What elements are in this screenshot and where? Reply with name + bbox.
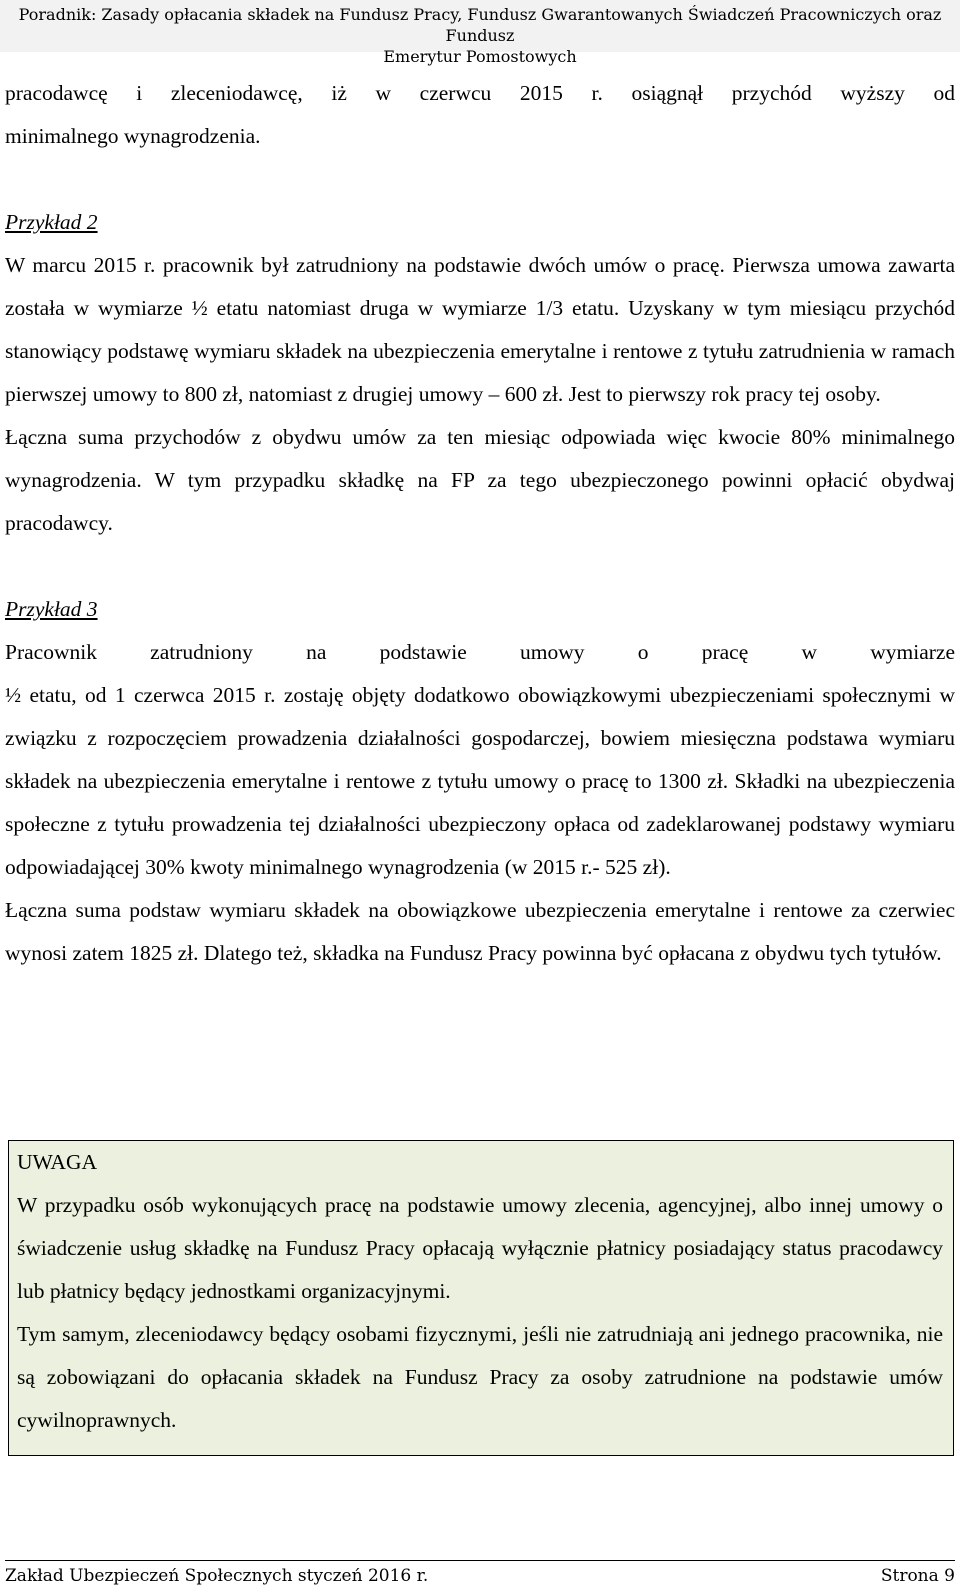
example-2-title: Przykład 2 (5, 210, 98, 234)
notice-title: UWAGA (17, 1150, 98, 1174)
example-2-paragraph-2: Łączna suma przychodów z obydwu umów za ten miesiąc odpowiada więc kwocie 80% minimalnego wynagrodzenia. W tym przypadku składkę na FP za tego ubezpieczonego powinni opłacić obydwaj pracodawcy. (5, 425, 955, 535)
notice-box (8, 1140, 954, 1456)
header-title-line1: Poradnik: Zasady opłacania składek na Fundusz Pracy, Fundusz Gwarantowanych Świadczeń Pracowniczych oraz Fundusz (18, 5, 942, 45)
page-number: Strona 9 (880, 1566, 955, 1586)
example-3-title: Przykład 3 (5, 597, 98, 621)
example-3-paragraph-1-line-1: Pracownik zatrudniony na podstawie umowy o pracę w wymiarze (5, 640, 955, 664)
example-3-paragraph-2: Łączna suma podstaw wymiaru składek na obowiązkowe ubezpieczenia emerytalne i rentowe za czerwiec wynosi zatem 1825 zł. Dlatego też, składka na Fundusz Pracy powinna być opłacana z obydwu tych tytułów. (5, 898, 955, 965)
footer-publisher: Zakład Ubezpieczeń Społecznych styczeń 2016 r. (5, 1566, 429, 1586)
document-body (5, 72, 955, 975)
page-header (0, 0, 960, 66)
continuation-line-2: minimalnego wynagrodzenia. (5, 124, 261, 148)
notice-paragraph-1: W przypadku osób wykonujących pracę na podstawie umowy zlecenia, agencyjnej, albo innej umowy o świadczenie usług składkę na Fundusz Pracy opłacają wyłącznie płatnicy posiadający status pracodawcy lub płatnicy będący jednostkami organizacyjnymi. (17, 1193, 943, 1303)
example-3-paragraph-1-rest: ½ etatu, od 1 czerwca 2015 r. zostaję objęty dodatkowo obowiązkowymi ubezpieczeniami społecznymi w związku z rozpoczęciem prowadzenia działalności gospodarczej, bowiem miesięczna podstawa wymiaru składek na ubezpieczenia emerytalne i rentowe z tytułu umowy o pracę to 1300 zł. Składki na ubezpieczenia społeczne z tytułu prowadzenia tej działalności ubezpieczony opłaca od zadeklarowanej podstawy wymiaru odpowiadającej 30% kwoty minimalnego wynagrodzenia (w 2015 r.- 525 zł). (5, 683, 955, 879)
example-2-paragraph-1: W marcu 2015 r. pracownik był zatrudniony na podstawie dwóch umów o pracę. Pierwsza umowa zawarta została w wymiarze ½ etatu natomiast druga w wymiarze 1/3 etatu. Uzyskany w tym miesiącu przychód stanowiący podstawę wymiaru składek na ubezpieczenia emerytalne i rentowe z tytułu zatrudnienia w ramach pierwszej umowy to 800 zł, natomiast z drugiej umowy – 600 zł. Jest to pierwszy rok pracy tej osoby. (5, 253, 955, 406)
notice-paragraph-2: Tym samym, zleceniodawcy będący osobami fizycznymi, jeśli nie zatrudniają ani jednego pracownika, nie są zobowiązani do opłacania składek na Fundusz Pracy za osoby zatrudnione na podstawie umów cywilnoprawnych. (17, 1322, 943, 1432)
page-footer (5, 1560, 955, 1589)
continuation-line-1: pracodawcę i zleceniodawcę, iż w czerwcu 2015 r. osiągnął przychód wyższy od (5, 81, 955, 105)
header-title-line2: Emerytur Pomostowych (383, 47, 577, 66)
